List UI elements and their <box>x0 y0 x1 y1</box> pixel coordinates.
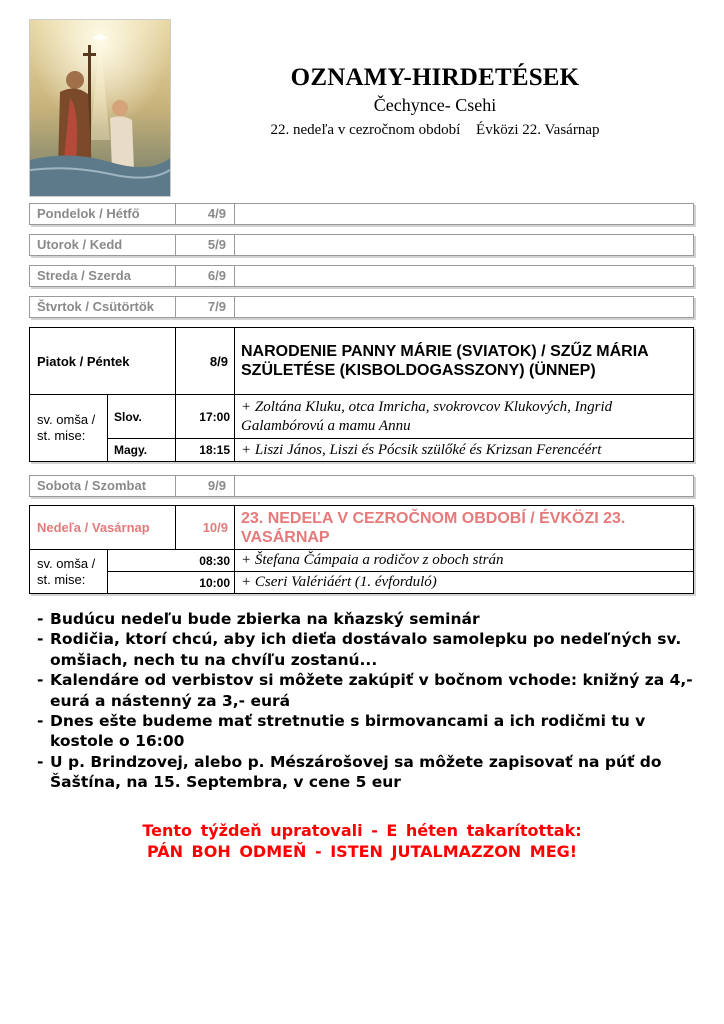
day-row-monday <box>29 203 694 225</box>
mass-intention: + Cseri Valériáért (1. évforduló) <box>235 572 694 594</box>
day-name: Pondelok / Hétfő <box>30 204 176 224</box>
day-date: 5/9 <box>176 235 235 255</box>
notice-text: Budúcu nedeľu bude zbierka na kňazský seminár <box>50 610 480 628</box>
day-name: Utorok / Kedd <box>30 235 176 255</box>
baptism-of-christ-image <box>29 19 171 197</box>
notices-list <box>37 609 707 793</box>
day-date: 7/9 <box>176 297 235 317</box>
notice-item: - Budúcu nedeľu bude zbierka na kňazský seminár <box>37 609 707 629</box>
mise-label: sv. omša / st. mise: <box>30 395 108 462</box>
day-row-wednesday <box>29 265 694 287</box>
notice-text: U p. Brindzovej, alebo p. Mészárošovej sa môžete zapisovať na púť do Šaštína, na 15. Septembra, v cene 5 eur <box>50 752 662 792</box>
day-row-saturday <box>29 475 694 497</box>
page-title: OZNAMY-HIRDETÉSEK <box>290 64 580 91</box>
day-name: Streda / Szerda <box>30 266 176 286</box>
notice-text: Rodičia, ktorí chcú, aby ich dieťa dostávalo samolepku po nedeľných sv. omšiach, nech tu na chvíľu zostanú... <box>50 630 682 669</box>
parish-name: Čechynce- Csehi <box>373 95 497 115</box>
notice-text: Kalendáre od verbistov si môžete zakúpiť v bočnom vchode: knižný za 4,- eurá a nástenný za 3,- eurá <box>50 671 693 710</box>
mass-time: 18:15 <box>176 439 235 462</box>
day-name: Sobota / Szombat <box>30 476 176 496</box>
week-sk: 22. nedeľa v cezročnom období <box>270 122 461 138</box>
notice-item: - Kalendáre od verbistov si môžete zakúpiť v bočnom vchode: knižný za 4,- eurá a nástenný za 3,- eurá <box>37 670 707 711</box>
day-date: 9/9 <box>176 476 235 496</box>
notice-text: Dnes ešte budeme mať stretnutie s birmovancami a ich rodičmi tu v kostole o 16:00 <box>50 712 646 751</box>
mise-label: sv. omša / st. mise: <box>30 550 108 594</box>
day-row-tuesday <box>29 234 694 256</box>
friday-table <box>29 327 694 462</box>
friday-feast-row <box>30 328 694 395</box>
day-row-thursday <box>29 296 694 318</box>
week-hu: Évközi 22. Vasárnap <box>476 122 600 138</box>
sunday-feast-row <box>30 506 694 550</box>
friday-mass-row-1 <box>30 395 694 439</box>
day-date: 4/9 <box>176 204 235 224</box>
notice-item: - Dnes ešte budeme mať stretnutie s birmovancami a ich rodičmi tu v kostole o 16:00 <box>37 711 707 752</box>
mass-time: 08:30 <box>108 550 235 572</box>
notice-item: - Rodičia, ktorí chcú, aby ich dieťa dostávalo samolepku po nedeľných sv. omšiach, nech tu na chvíľu zostanú... <box>37 629 707 670</box>
thanks-line-2: PÁN BOH ODMEŇ - ISTEN JUTALMAZZON MEG! <box>146 842 578 861</box>
friday-mass-row-2 <box>30 439 694 462</box>
day-name: Štvrtok / Csütörtök <box>30 297 176 317</box>
mass-time: 10:00 <box>108 572 235 594</box>
mass-intention: + Liszi János, Liszi és Pócsik szülőké és Krizsan Ferencéért <box>235 439 694 462</box>
mass-language: Slov. <box>108 395 176 439</box>
mass-language: Magy. <box>108 439 176 462</box>
sunday-table <box>29 505 694 594</box>
notice-item: - U p. Brindzovej, alebo p. Mészárošovej sa môžete zapisovať na púť do Šaštína, na 15. Septembra, v cene 5 eur <box>37 752 707 793</box>
thanks-line-1: Tento týždeň upratovali - E héten takarítottak: <box>142 821 582 840</box>
baptism-illustration <box>30 20 170 196</box>
mass-intention: + Štefana Čámpaia a rodičov z oboch strán <box>235 550 694 572</box>
day-date: 6/9 <box>176 266 235 286</box>
friday-date: 8/9 <box>176 328 235 395</box>
sunday-feast: 23. NEDEĽA V CEZROČNOM OBDOBÍ / ÉVKÖZI 23. VASÁRNAP <box>235 506 694 550</box>
mass-time: 17:00 <box>176 395 235 439</box>
friday-feast: NARODENIE PANNY MÁRIE (SVIATOK) / SZŰZ MÁRIA SZÜLETÉSE (KISBOLDOGASSZONY) (ÜNNEP) <box>235 328 694 395</box>
sunday-mass-row-2 <box>30 572 694 594</box>
friday-day: Piatok / Péntek <box>30 328 176 395</box>
sunday-date: 10/9 <box>176 506 235 550</box>
sunday-mass-row-1 <box>30 550 694 572</box>
sunday-day: Nedeľa / Vasárnap <box>30 506 176 550</box>
mass-intention: + Zoltána Kluku, otca Imricha, svokrovcov Klukových, Ingrid Galambórovú a mamu Annu <box>235 395 694 439</box>
week-line <box>175 122 695 139</box>
cleaning-thanks <box>20 820 704 862</box>
